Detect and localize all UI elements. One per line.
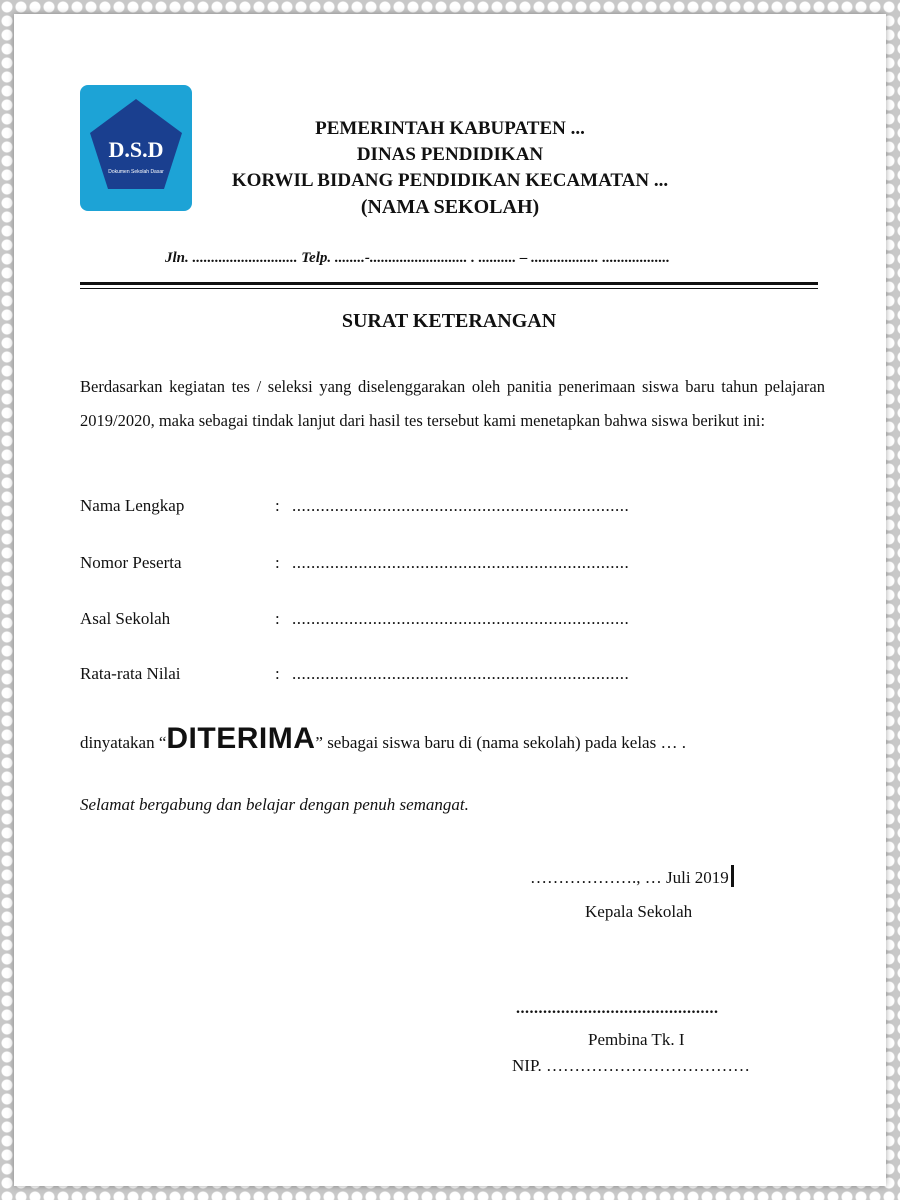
signature-date: [530, 865, 734, 888]
signature-rank: Pembina Tk. I: [588, 1030, 685, 1049]
header-divider-thin: [80, 288, 818, 289]
field-colon: :: [275, 609, 280, 628]
accepted-keyword: DITERIMA: [166, 722, 316, 755]
school-logo: [80, 85, 192, 211]
acceptance-statement: [80, 722, 686, 756]
field-label-name: Nama Lengkap: [80, 496, 185, 515]
header-divider-thick: [80, 282, 818, 285]
declaration-prefix: dinyatakan: [80, 733, 159, 752]
header-government: PEMERINTAH KABUPATEN ...: [315, 118, 585, 139]
field-label-origin-school: Asal Sekolah: [80, 609, 171, 628]
field-colon: :: [275, 553, 280, 572]
header-district: KORWIL BIDANG PENDIDIKAN KECAMATAN ...: [231, 170, 669, 191]
header-address: Jln. ............................ Telp. ........-.......................... . .......... – .................. ..................: [165, 250, 670, 266]
field-value-origin-school: .......................................................................: [292, 609, 630, 628]
signature-nip: NIP. ………………………………: [512, 1056, 751, 1075]
intro-paragraph: Berdasarkan kegiatan tes / seleksi yang diselenggarakan oleh panitia penerimaan siswa baru tahun pelajaran 2019/2020, maka sebagai tindak lanjut dari hasil tes tersebut kami menetapkan bahwa siswa berikut ini:: [80, 377, 825, 430]
field-colon: :: [275, 496, 280, 515]
pentagon-logo-icon: [80, 85, 192, 211]
field-label-average-score: Rata-rata Nilai: [80, 664, 181, 683]
closing-message: Selamat bergabung dan belajar dengan penuh semangat.: [80, 795, 469, 814]
field-label-participant-number: Nomor Peserta: [80, 553, 182, 572]
field-value-average-score: .......................................................................: [292, 664, 630, 683]
logo-tagline: Dokumen Sekolah Dasar: [108, 169, 164, 175]
header-department: DINAS PENDIDIKAN: [356, 144, 544, 165]
date-text: ………………., … Juli 2019: [530, 868, 729, 887]
header-school-name: (NAMA SEKOLAH): [360, 196, 540, 218]
field-colon: :: [275, 664, 280, 683]
field-value-name: .......................................................................: [292, 496, 630, 515]
close-quote: ”: [315, 733, 323, 752]
field-value-participant-number: .......................................................................: [292, 553, 630, 572]
declaration-suffix: sebagai siswa baru di (nama sekolah) pada kelas … .: [322, 733, 686, 752]
text-cursor: [731, 865, 734, 887]
open-quote: “: [158, 733, 167, 752]
letter-title: SURAT KETERANGAN: [341, 310, 557, 332]
signature-name-line: .............................................: [516, 1000, 719, 1017]
logo-text: D.S.D: [108, 137, 164, 162]
signature-position: Kepala Sekolah: [585, 902, 693, 921]
